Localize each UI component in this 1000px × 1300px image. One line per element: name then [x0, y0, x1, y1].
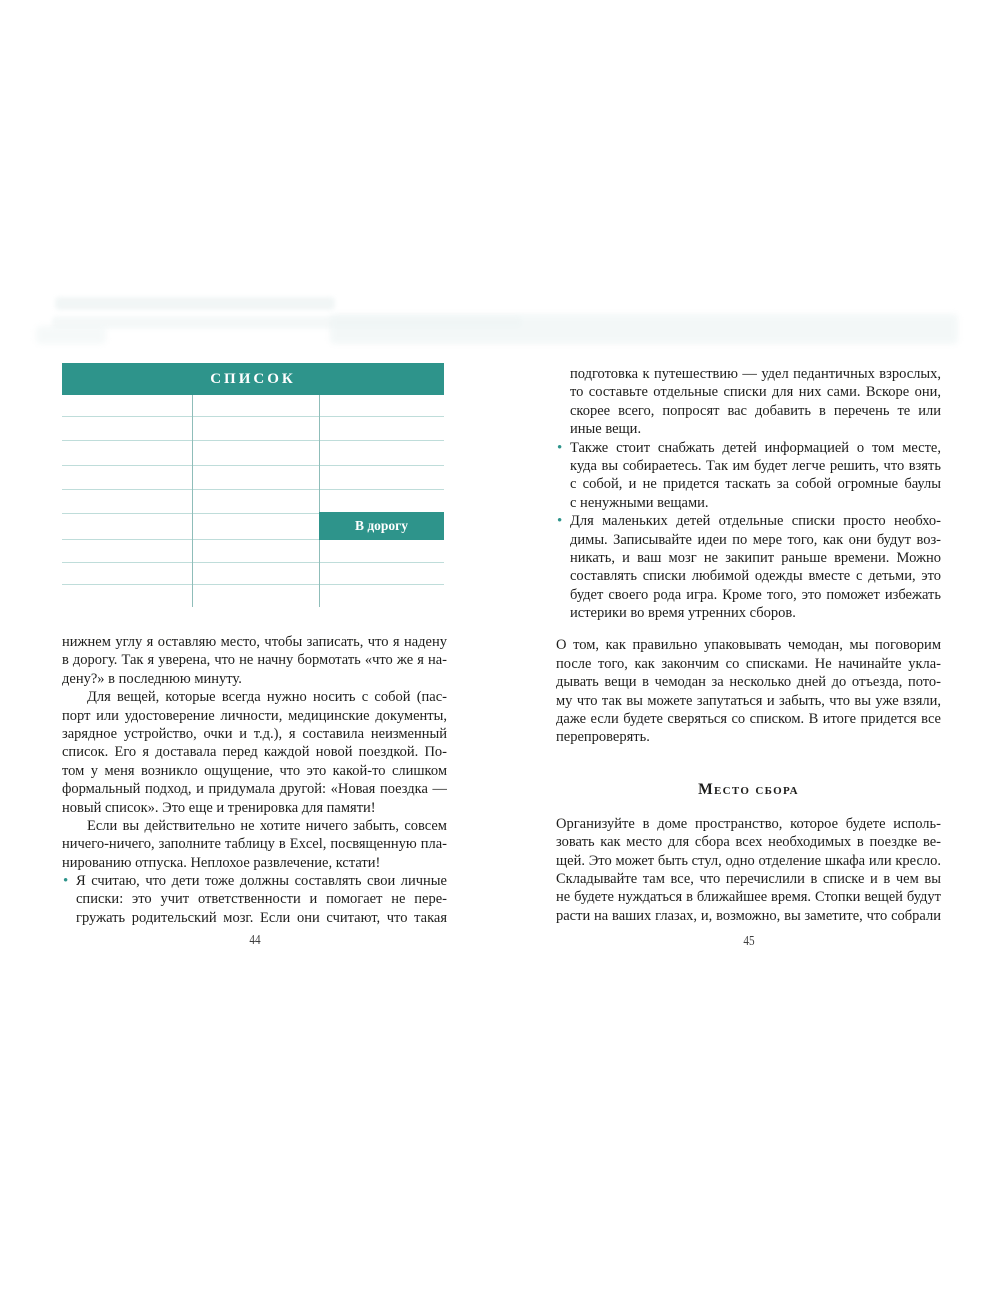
text-line-content: не будете нуждаться в ближайшее время. Стопки вещей будут — [556, 889, 941, 906]
table-row-line — [62, 440, 444, 441]
text-line — [556, 402, 941, 420]
bullet-icon: • — [557, 513, 563, 530]
text-line — [62, 707, 447, 725]
bullet-icon: • — [63, 873, 69, 890]
table-row-line — [62, 489, 444, 490]
text-line — [556, 567, 941, 585]
text-line — [556, 870, 941, 888]
text-line-content: составлять списки любимой одежды вместе с детьми, это — [570, 568, 941, 585]
text-line — [556, 457, 941, 475]
text-line-content: список. Его я доставала перед каждой новой поездкой. По- — [62, 744, 447, 761]
text-line-content: ничего-ничего, заполните таблицу в Excel, посвященную пла- — [62, 836, 447, 853]
text-line-content: формальный подход, и придумала другой: «Новая поездка — — [62, 781, 447, 798]
table-highlight-cell — [319, 512, 444, 540]
table-row-line — [62, 416, 444, 417]
left-page-number — [62, 933, 447, 949]
page-number-value: 44 — [248, 933, 261, 948]
text-line-content: Я считаю, что дети тоже должны составлять свои личные — [76, 873, 447, 890]
paragraph-spacer — [556, 799, 941, 815]
text-line-content: Если вы действительно не хотите ничего забыть, совсем — [87, 817, 447, 834]
text-line-content: Для вещей, которые всегда нужно носить с собой (пас- — [87, 689, 447, 706]
table-highlight-label: В дорогу — [354, 518, 409, 533]
text-line-content: гружать родительский мозг. Если они считают, что такая — [76, 909, 447, 926]
text-line — [62, 725, 447, 743]
bullet-icon: • — [557, 439, 563, 456]
page-number-value: 45 — [742, 934, 755, 949]
text-line-content: подготовка к путешествию — удел педантичных взрослых, — [570, 366, 941, 382]
text-line — [62, 854, 447, 872]
text-line-content: после того, как закончим со списками. Не начинайте укла- — [556, 655, 941, 672]
text-line — [556, 907, 941, 925]
text-line-content: с собой, и не придется таскать за собой огромные баулы — [570, 476, 941, 493]
text-line-content: му что так вы можете запутаться и забыть, что вы уже взяли, — [556, 692, 941, 709]
text-line — [556, 549, 941, 567]
table-column-line — [319, 395, 320, 607]
left-page-text — [62, 633, 447, 927]
text-line-content: порт или удостоверение личности, медицинские документы, — [62, 707, 447, 724]
paragraph-spacer — [556, 747, 941, 780]
text-line — [62, 762, 447, 780]
text-line — [62, 633, 447, 651]
text-line-content: дену?» в последнюю минуту. — [62, 670, 242, 687]
text-line — [556, 636, 941, 654]
text-line — [556, 475, 941, 493]
scan-artifact — [36, 326, 106, 344]
text-line-content: Организуйте в доме пространство, которое будете исполь- — [556, 815, 941, 832]
text-line — [556, 365, 941, 383]
text-line-content: то составьте отдельные списки для них сами. Вскоре они, — [570, 384, 941, 401]
section-heading: Место сбора — [698, 780, 799, 798]
text-line-content: О том, как правильно упаковывать чемодан, мы поговорим — [556, 637, 941, 654]
text-line-content: зовать как место для сбора всех необходимых в поездке ве- — [556, 834, 941, 851]
text-line — [556, 604, 941, 622]
text-line-content: Складывайте там все, что перечислили в списке и в чем вы — [556, 870, 941, 887]
text-line — [62, 890, 447, 908]
text-line — [556, 383, 941, 401]
text-line-content: нижнем углу я оставляю место, чтобы записать, что я надену — [62, 634, 447, 650]
scan-artifact — [330, 314, 958, 344]
text-line — [62, 743, 447, 761]
text-line-content: даже если будете сверяться со списком. В итоге придется все — [556, 711, 941, 728]
text-line — [62, 799, 447, 817]
table-title: СПИСОК — [210, 370, 296, 387]
text-line-content: дывать вещи в чемодан за несколько дней до отъезда, пото- — [556, 674, 941, 691]
text-line — [556, 815, 941, 833]
text-line — [62, 651, 447, 669]
text-line-content: скорее всего, попросят вас добавить в перечень те или — [570, 402, 941, 419]
table-row-line — [62, 584, 444, 585]
text-line-content: иные вещи. — [570, 421, 642, 438]
table-row-line — [62, 465, 444, 466]
text-line — [556, 888, 941, 906]
text-line — [556, 710, 941, 728]
text-line — [556, 494, 941, 512]
text-line-content: с ненужными вещами. — [570, 494, 709, 511]
text-line-content: зарядное устройство, очки и т.д.), я составила неизменный — [62, 725, 447, 742]
text-line — [62, 780, 447, 798]
text-line-content: щей. Это может быть стул, одно отделение шкафа или кресло. — [556, 852, 941, 869]
text-line — [556, 833, 941, 851]
right-page-text — [556, 365, 941, 925]
text-line-content: будет своего рода игра. Кроме того, это поможет избежать — [570, 586, 941, 603]
packing-list-table — [62, 363, 444, 607]
text-line — [62, 872, 447, 890]
scan-artifact — [55, 297, 335, 310]
text-line — [62, 688, 447, 706]
text-line-content: Для маленьких детей отдельные списки просто необхо- — [570, 513, 941, 530]
text-line — [556, 728, 941, 746]
text-line — [556, 692, 941, 710]
table-title-cell — [62, 363, 444, 395]
table-grid — [62, 395, 444, 607]
text-line — [556, 673, 941, 691]
paragraph-spacer — [556, 622, 941, 636]
text-line-content: расти на ваших глазах, и, возможно, вы заметите, что собрали — [556, 907, 941, 924]
table-column-line — [192, 395, 193, 607]
text-line — [556, 439, 941, 457]
text-line-content: истерики во время утренних сборов. — [570, 605, 796, 622]
text-line-content: димы. Записывайте идеи по мере того, как они будут воз- — [570, 531, 941, 548]
text-line — [62, 835, 447, 853]
text-line — [556, 586, 941, 604]
text-line — [556, 531, 941, 549]
text-line-content: никать, и ваш мозг не закипит раньше времени. Можно — [570, 549, 941, 566]
text-line — [62, 909, 447, 927]
text-line — [556, 512, 941, 530]
right-page-number — [556, 934, 941, 950]
text-line-content: куда вы собираетесь. Так им будет легче решить, что взять — [570, 457, 941, 474]
text-line — [62, 817, 447, 835]
text-line — [556, 655, 941, 673]
text-line-content: списки: это учит ответственности и помогает не пере- — [76, 891, 447, 908]
text-line-content: новый список». Это еще и тренировка для памяти! — [62, 799, 376, 816]
text-line-content: нированию отпуска. Неплохое развлечение, кстати! — [62, 854, 381, 871]
text-line — [62, 670, 447, 688]
text-line-content: Также стоит снабжать детей информацией о том месте, — [570, 439, 941, 456]
text-line-content: в дорогу. Так я уверена, что не начну бормотать «что же я на- — [62, 652, 447, 669]
text-line-content: перепроверять. — [556, 729, 650, 746]
text-line — [556, 852, 941, 870]
table-row-line — [62, 562, 444, 563]
text-line — [556, 420, 941, 438]
text-line-content: том у меня возникло ощущение, что это какой-то слишком — [62, 762, 447, 779]
